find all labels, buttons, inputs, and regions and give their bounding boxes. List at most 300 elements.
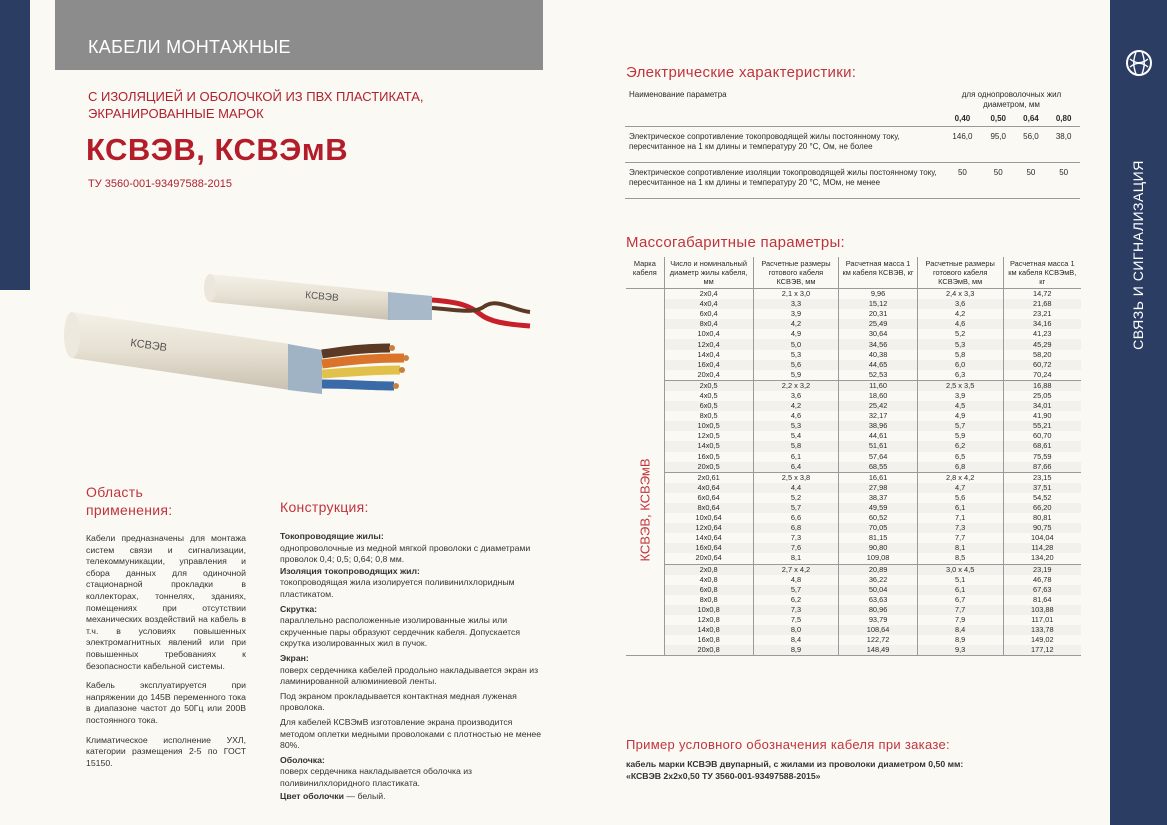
electrical-heading: Электрические характеристики:: [626, 64, 857, 81]
mass-header-cell: Расчетная масса 1 км кабеля КСВЭмВ, кг: [1003, 257, 1081, 289]
mass-cell: 5,3: [753, 421, 839, 431]
mass-cell: 149,02: [1030, 635, 1054, 645]
mass-cell: 9,96: [839, 289, 917, 300]
mass-cell: 50,04: [839, 585, 917, 595]
mass-table-row: [626, 493, 1081, 503]
mass-cell: 7,1: [917, 513, 1003, 523]
mass-cell: 4,6: [917, 319, 1003, 329]
mass-cell: 6х0,64: [664, 493, 753, 503]
mass-table-row: [626, 452, 1081, 462]
mass-brand-cell: [626, 595, 664, 605]
mass-brand-cell: [626, 605, 664, 615]
mass-brand-cell: [626, 401, 664, 411]
construction-screen-text-3: Для кабелей КСВЭмВ изготовление экрана производится методом оплетки медными проволоками с плотностью не менее 80%.: [280, 716, 542, 751]
construction-sheath-title: Оболочка:: [280, 754, 325, 765]
electrical-value: 50: [982, 163, 1015, 199]
mass-cell: 14х0,4: [664, 350, 753, 360]
electrical-row: [625, 163, 1080, 199]
mass-cell: 7,7: [917, 533, 1003, 543]
mass-cell: 7,3: [753, 533, 839, 543]
mass-cell: 23,19: [1003, 564, 1081, 575]
mass-cell: 12х0,8: [664, 615, 753, 625]
mass-brand-cell: [626, 625, 664, 635]
mass-cell: 4х0,64: [664, 483, 753, 493]
mass-cell: 80,81: [1033, 513, 1052, 523]
mass-cell: 20х0,5: [664, 462, 753, 473]
mass-cell: 20,89: [839, 564, 917, 575]
mass-brand-cell: [626, 411, 664, 421]
electrical-table: [625, 88, 1080, 199]
mass-table-row: [626, 350, 1081, 360]
mass-cell: 4,5: [917, 401, 1003, 411]
electrical-value: 50: [943, 163, 982, 199]
mass-cell: 103,88: [1003, 605, 1081, 615]
mass-cell: 37,51: [1003, 483, 1081, 493]
mass-cell: 4х0,4: [664, 299, 753, 309]
mass-cell: 6,1: [753, 452, 839, 462]
mass-table: [626, 257, 1081, 656]
mass-brand-cell: [626, 391, 664, 401]
application-heading-line-1: Область: [86, 484, 144, 500]
construction-color-text: — белый.: [346, 791, 386, 802]
mass-cell: 6,2: [753, 595, 839, 605]
mass-cell: 10х0,5: [664, 421, 753, 431]
mass-cell: 4,4: [753, 483, 839, 493]
application-para-3: Климатическое исполнение УХЛ, категории размещения 2-5 по ГОСТ 15150.: [86, 734, 246, 768]
mass-cell: 3,6: [917, 299, 1003, 309]
mass-cell: 2,1 х 3,0: [753, 289, 839, 300]
construction-twist-text: параллельно расположенные изолированные жилы или скрученные пары образуют сердечник кабеля. Допускается скрутка изолированных жил в пучок.: [280, 615, 521, 649]
mass-cell: 6,1: [917, 503, 1003, 513]
mass-table-row: [626, 595, 1081, 605]
mass-cell: 10х0,4: [664, 329, 753, 339]
diameter-cell: 0,64: [1015, 112, 1048, 127]
mass-cell: 10х0,8: [664, 605, 753, 615]
example-line-2: «КСВЭВ 2х2х0,50 ТУ 3560-001-93497588-2015»: [626, 771, 821, 781]
mass-cell: 5,1: [917, 575, 1003, 585]
mass-cell: 54,52: [1033, 492, 1052, 502]
mass-cell: 2,2 х 3,2: [753, 380, 839, 391]
mass-brand-cell: [626, 329, 664, 339]
mass-brand-cell: [626, 370, 664, 381]
mass-table-row: [626, 625, 1081, 635]
electrical-row: [625, 127, 1080, 163]
sidebar-title: [1131, 40, 1145, 440]
mass-cell: 14х0,8: [664, 625, 753, 635]
subtitle-line-2: ЭКРАНИРОВАННЫЕ МАРОК: [88, 106, 264, 121]
construction-screen-text-1: поверх сердечника кабелей продольно накладывается экран из ламинированной алюминиевой ленты.: [280, 664, 539, 687]
mass-cell: 14х0,5: [664, 441, 753, 451]
mass-cell: 21,68: [1003, 299, 1081, 309]
mass-cell: 15,12: [839, 299, 917, 309]
mass-brand-cell: [626, 635, 664, 645]
product-spec: ТУ 3560-001-93497588-2015: [88, 178, 232, 190]
mass-cell: 3,9: [753, 309, 839, 319]
mass-cell: 32,17: [839, 411, 917, 421]
construction-color-line: [280, 791, 543, 803]
mass-table-row: [626, 299, 1081, 309]
mass-cell: 60,72: [1003, 360, 1081, 370]
mass-table-row: [626, 289, 1081, 300]
left-accent-bar: [0, 0, 30, 290]
mass-table-row: [626, 645, 1081, 656]
mass-cell: 75,59: [1033, 451, 1052, 461]
mass-cell: 93,79: [839, 615, 917, 625]
sidebar-title-text: СВЯЗЬ И СИГНАЛИЗАЦИЯ: [1130, 160, 1146, 350]
mass-cell: 12х0,4: [664, 339, 753, 349]
mass-cell: 81,64: [1033, 594, 1052, 604]
mass-cell: 14х0,64: [664, 533, 753, 543]
mass-cell: 8х0,64: [664, 503, 753, 513]
mass-cell: 14,72: [1003, 289, 1081, 300]
mass-cell: 6,2: [917, 441, 1003, 451]
construction-heading: Конструкция:: [280, 499, 369, 515]
mass-cell: 68,61: [1003, 441, 1081, 451]
mass-cell: 41,23: [1033, 329, 1052, 339]
mass-cell: 2х0,4: [664, 289, 753, 300]
mass-header-cell: Расчетная масса 1 км кабеля КСВЭВ, кг: [839, 257, 917, 289]
mass-brand-cell: [626, 380, 664, 391]
mass-cell: 25,05: [1033, 390, 1052, 400]
mass-cell: 8,4: [917, 625, 1003, 635]
mass-cell: 5,7: [753, 503, 839, 513]
mass-cell: 44,65: [839, 360, 917, 370]
mass-cell: 5,2: [917, 329, 1003, 339]
mass-cell: 4х0,5: [664, 391, 753, 401]
mass-cell: 9,3: [917, 645, 1003, 656]
mass-cell: 16х0,5: [664, 452, 753, 462]
mass-cell: 134,20: [1030, 553, 1054, 563]
section-header: [55, 0, 543, 70]
mass-brand-cell: [626, 431, 664, 441]
mass-table-row: [626, 370, 1081, 381]
mass-brand-cell: [626, 575, 664, 585]
mass-cell: 8,0: [753, 625, 839, 635]
electrical-value: 95,0: [982, 127, 1015, 163]
front-cable-label: КСВЭВ: [129, 337, 168, 355]
mass-cell: 5,7: [753, 585, 839, 595]
mass-brand-cell: [626, 309, 664, 319]
electrical-param-name: Электрическое сопротивление изоляции токопроводящей жилы постоянному току, пересчитанное на 1 км длины и температуру 20 °С, МОм, не менее: [625, 163, 943, 199]
mass-cell: 6,8: [917, 462, 1003, 473]
mass-cell: 12х0,5: [664, 431, 753, 441]
mass-heading: Массогабаритные параметры:: [626, 234, 846, 251]
mass-cell: 2,5 х 3,5: [917, 380, 1003, 391]
mass-brand-cell: [626, 289, 664, 300]
application-heading: [86, 483, 172, 519]
mass-cell: 3,6: [753, 391, 839, 401]
mass-cell: 20х0,4: [664, 370, 753, 381]
mass-cell: 25,42: [839, 401, 917, 411]
mass-cell: 122,72: [839, 635, 917, 645]
mass-cell: 68,55: [839, 462, 917, 473]
mass-cell: 23,21: [1033, 309, 1052, 319]
mass-cell: 5,3: [753, 350, 839, 360]
mass-cell: 2,7 х 4,2: [753, 564, 839, 575]
mass-cell: 5,0: [753, 339, 839, 349]
mass-brand-cell: [626, 339, 664, 349]
mass-brand-cell: [626, 585, 664, 595]
mass-cell: 38,96: [839, 421, 917, 431]
mass-cell: 6,0: [917, 360, 1003, 370]
construction-sheath-text: поверх сердечника накладывается оболочка из поливинилхлоридного пластиката.: [280, 766, 473, 788]
diameter-cell: 0,50: [982, 112, 1015, 127]
mass-cell: 5,4: [753, 431, 839, 441]
electrical-param-name: Электрическое сопротивление токопроводящей жилы постоянному току, пересчитанное на 1 км длины и температуру 20 °С, Ом, не более: [625, 127, 943, 163]
mass-cell: 20х0,64: [664, 553, 753, 564]
construction-screen-title: Экран:: [280, 652, 309, 663]
mass-brand-cell: [626, 615, 664, 625]
mass-cell: 4х0,8: [664, 575, 753, 585]
mass-cell: 6х0,5: [664, 401, 753, 411]
mass-table-row: [626, 391, 1081, 401]
mass-table-row: [626, 339, 1081, 349]
mass-brand-label-text: КСВЭВ, КСВЭмВ: [637, 458, 653, 562]
cable-illustration: [60, 262, 540, 422]
mass-table-row: [626, 380, 1081, 391]
mass-brand-cell: [626, 421, 664, 431]
mass-cell: 5,3: [917, 339, 1003, 349]
mass-table-row: [626, 605, 1081, 615]
mass-cell: 16х0,8: [664, 635, 753, 645]
mass-cell: 34,16: [1003, 319, 1081, 329]
construction-insulation-text: токопроводящая жила изолируется поливинилхлоридным пластикатом.: [280, 577, 515, 599]
mass-table-row: [626, 421, 1081, 431]
construction-conductors-title: Токопроводящие жилы:: [280, 531, 384, 541]
front-cable: [64, 312, 409, 394]
application-heading-line-2: применения:: [86, 502, 173, 518]
mass-cell: 5,8: [753, 441, 839, 451]
mass-cell: 4,8: [753, 575, 839, 585]
mass-cell: 4,2: [753, 319, 839, 329]
mass-cell: 7,3: [753, 605, 839, 615]
example-line-1: кабель марки КСВЭВ двупарный, с жилами из проволоки диаметром 0,50 мм:: [626, 759, 964, 769]
mass-cell: 11,60: [839, 380, 917, 391]
mass-cell: 109,08: [839, 553, 917, 564]
mass-cell: 16,61: [839, 472, 917, 483]
electrical-value: 56,0: [1015, 127, 1048, 163]
mass-cell: 7,6: [753, 543, 839, 553]
mass-table-row: [626, 431, 1081, 441]
mass-cell: 6,7: [917, 595, 1003, 605]
construction-text: [280, 531, 543, 803]
mass-cell: 5,6: [753, 360, 839, 370]
mass-cell: 16х0,4: [664, 360, 753, 370]
diameter-cell: 0,40: [943, 112, 982, 127]
mass-cell: 16х0,64: [664, 543, 753, 553]
mass-cell: 45,29: [1003, 339, 1081, 349]
application-para-2: Кабель эксплуатируется при напряжении до 145В переменного тока в диапазоне частот до 50Гц или 200В постоянного тока.: [86, 680, 246, 725]
mass-table-row: [626, 553, 1081, 564]
mass-cell: 87,66: [1003, 462, 1081, 473]
subtitle-line-1: С ИЗОЛЯЦИЕЙ И ОБОЛОЧКОЙ ИЗ ПВХ ПЛАСТИКАТА,: [88, 89, 424, 104]
mass-table-row: [626, 543, 1081, 553]
mass-cell: 30,64: [839, 329, 917, 339]
mass-cell: 8,9: [917, 635, 1003, 645]
mass-table-row: [626, 503, 1081, 513]
mass-cell: 8х0,4: [664, 319, 753, 329]
mass-table-row: [626, 462, 1081, 473]
electrical-value: 50: [1047, 163, 1080, 199]
mass-cell: 34,01: [1003, 401, 1081, 411]
mass-cell: 3,0 х 4,5: [917, 564, 1003, 575]
application-text: [86, 533, 246, 769]
mass-cell: 6,6: [753, 513, 839, 523]
application-para-1: Кабели предназначены для монтажа систем связи и сигнализации, телекоммуникации, управления и сбора данных для одиночной стационарной прокладки в коллекторах, тоннелях, зданиях, помещениях при отсутствии механических воздействий на кабель в т.ч. в условиях повышенных электромагнитных явлений или при повышенных требованиях к безопасности кабельной системы.: [86, 533, 246, 671]
mass-cell: 177,12: [1003, 645, 1081, 656]
mass-cell: 46,78: [1033, 574, 1052, 584]
mass-cell: 6х0,8: [664, 585, 753, 595]
mass-cell: 5,6: [917, 493, 1003, 503]
construction-conductors-text: однопроволочные из медной мягкой проволоки с диаметрами проволок 0,4; 0,5; 0,64; 0,8 мм.: [280, 542, 531, 565]
mass-cell: 7,5: [753, 615, 839, 625]
mass-cell: 80,96: [839, 605, 917, 615]
construction-twist-title: Скрутка:: [280, 603, 318, 614]
construction-color-title: Цвет оболочки: [280, 791, 344, 802]
mass-table-row: [626, 441, 1081, 451]
mass-cell: 3,9: [917, 391, 1003, 401]
mass-cell: 4,6: [753, 411, 839, 421]
mass-cell: 52,53: [839, 370, 917, 381]
diameter-cell: 0,80: [1047, 112, 1080, 127]
mass-cell: 2х0,61: [664, 472, 753, 483]
mass-cell: 7,7: [917, 605, 1003, 615]
mass-brand-label: [636, 450, 654, 570]
mass-cell: 51,61: [839, 441, 917, 451]
mass-cell: 2,5 х 3,8: [753, 472, 839, 483]
mass-cell: 2х0,5: [664, 380, 753, 391]
mass-cell: 38,37: [839, 493, 917, 503]
mass-cell: 20,31: [839, 309, 917, 319]
electrical-header-row: [625, 88, 1080, 112]
mass-cell: 6,3: [917, 370, 1003, 381]
mass-cell: 8,9: [753, 645, 839, 656]
mass-cell: 8,1: [917, 543, 1003, 553]
mass-table-row: [626, 360, 1081, 370]
mass-cell: 16,88: [1003, 380, 1081, 391]
mass-cell: 18,60: [839, 391, 917, 401]
mass-cell: 114,28: [1003, 543, 1081, 553]
mass-cell: 5,9: [917, 431, 1003, 441]
mass-cell: 58,20: [1033, 349, 1052, 359]
mass-cell: 12х0,64: [664, 523, 753, 533]
mass-table-row: [626, 472, 1081, 483]
mass-cell: 55,21: [1003, 421, 1081, 431]
mass-cell: 70,24: [1033, 369, 1052, 379]
electrical-col-name: Наименование параметра: [625, 88, 943, 127]
mass-cell: 7,9: [917, 615, 1003, 625]
construction-screen-text-2: Под экраном прокладывается контактная медная луженая проволока.: [280, 690, 517, 713]
mass-cell: 6,4: [753, 462, 839, 473]
mass-cell: 8,4: [753, 635, 839, 645]
mass-table-row: [626, 411, 1081, 421]
mass-brand-cell: [626, 350, 664, 360]
example-text: [626, 758, 1026, 782]
mass-brand-cell: [626, 645, 664, 656]
mass-cell: 20х0,8: [664, 645, 753, 656]
mass-cell: 49,59: [839, 503, 917, 513]
mass-brand-cell: [626, 319, 664, 329]
example-heading: Пример условного обозначения кабеля при заказе:: [626, 737, 950, 752]
mass-table-row: [626, 575, 1081, 585]
mass-cell: 8,1: [753, 553, 839, 564]
mass-table-row: [626, 523, 1081, 533]
mass-cell: 2х0,8: [664, 564, 753, 575]
mass-cell: 7,3: [917, 523, 1003, 533]
mass-cell: 2,4 х 3,3: [917, 289, 1003, 300]
mass-cell: 90,80: [839, 543, 917, 553]
mass-cell: 148,49: [839, 645, 917, 656]
mass-cell: 5,7: [917, 421, 1003, 431]
mass-cell: 70,05: [839, 523, 917, 533]
mass-cell: 67,63: [1003, 585, 1081, 595]
mass-cell: 8х0,5: [664, 411, 753, 421]
mass-table-row: [626, 309, 1081, 319]
mass-table-row: [626, 483, 1081, 493]
mass-brand-cell: [626, 299, 664, 309]
mass-table-row: [626, 513, 1081, 523]
electrical-value: 50: [1015, 163, 1048, 199]
mass-cell: 108,64: [839, 625, 917, 635]
mass-cell: 27,98: [839, 483, 917, 493]
mass-table-row: [626, 615, 1081, 625]
back-cable: [204, 274, 530, 326]
mass-cell: 2,8 х 4,2: [917, 472, 1003, 483]
mass-cell: 90,75: [1003, 523, 1081, 533]
mass-cell: 4,7: [917, 483, 1003, 493]
back-cable-label: КСВЭВ: [304, 290, 340, 304]
mass-cell: 5,2: [753, 493, 839, 503]
mass-cell: 36,22: [839, 575, 917, 585]
product-name: КСВЭВ, КСВЭмВ: [86, 132, 349, 167]
mass-cell: 5,8: [917, 350, 1003, 360]
mass-cell: 3,3: [753, 299, 839, 309]
electrical-value: 38,0: [1047, 127, 1080, 163]
mass-cell: 41,90: [1033, 411, 1052, 421]
mass-table-row: [626, 319, 1081, 329]
mass-header-cell: Марка кабеля: [626, 257, 664, 289]
mass-cell: 4,9: [917, 411, 1003, 421]
mass-header-cell: Расчетные размеры готового кабеля КСВЭВ, мм: [753, 257, 839, 289]
mass-cell: 23,15: [1003, 472, 1081, 483]
mass-cell: 57,64: [839, 452, 917, 462]
mass-cell: 6х0,4: [664, 309, 753, 319]
mass-header-row: [626, 257, 1081, 289]
mass-cell: 133,78: [1003, 625, 1081, 635]
mass-table-row: [626, 585, 1081, 595]
mass-table-row: [626, 635, 1081, 645]
mass-cell: 117,01: [1031, 615, 1054, 625]
construction-insulation-title: Изоляция токопроводящих жил:: [280, 565, 420, 576]
mass-cell: 34,56: [839, 339, 917, 349]
product-subtitle: [88, 88, 448, 122]
mass-table-row: [626, 401, 1081, 411]
mass-table-row: [626, 533, 1081, 543]
mass-cell: 8х0,8: [664, 595, 753, 605]
mass-table-row: [626, 329, 1081, 339]
mass-cell: 5,9: [753, 370, 839, 381]
mass-cell: 6,5: [917, 452, 1003, 462]
mass-cell: 6,1: [917, 585, 1003, 595]
mass-cell: 4,2: [917, 309, 1003, 319]
mass-cell: 25,49: [839, 319, 917, 329]
mass-cell: 66,20: [1003, 503, 1081, 513]
mass-cell: 40,38: [839, 350, 917, 360]
mass-cell: 4,9: [753, 329, 839, 339]
mass-cell: 104,04: [1030, 533, 1054, 543]
mass-table-row: [626, 564, 1081, 575]
mass-cell: 6,8: [753, 523, 839, 533]
